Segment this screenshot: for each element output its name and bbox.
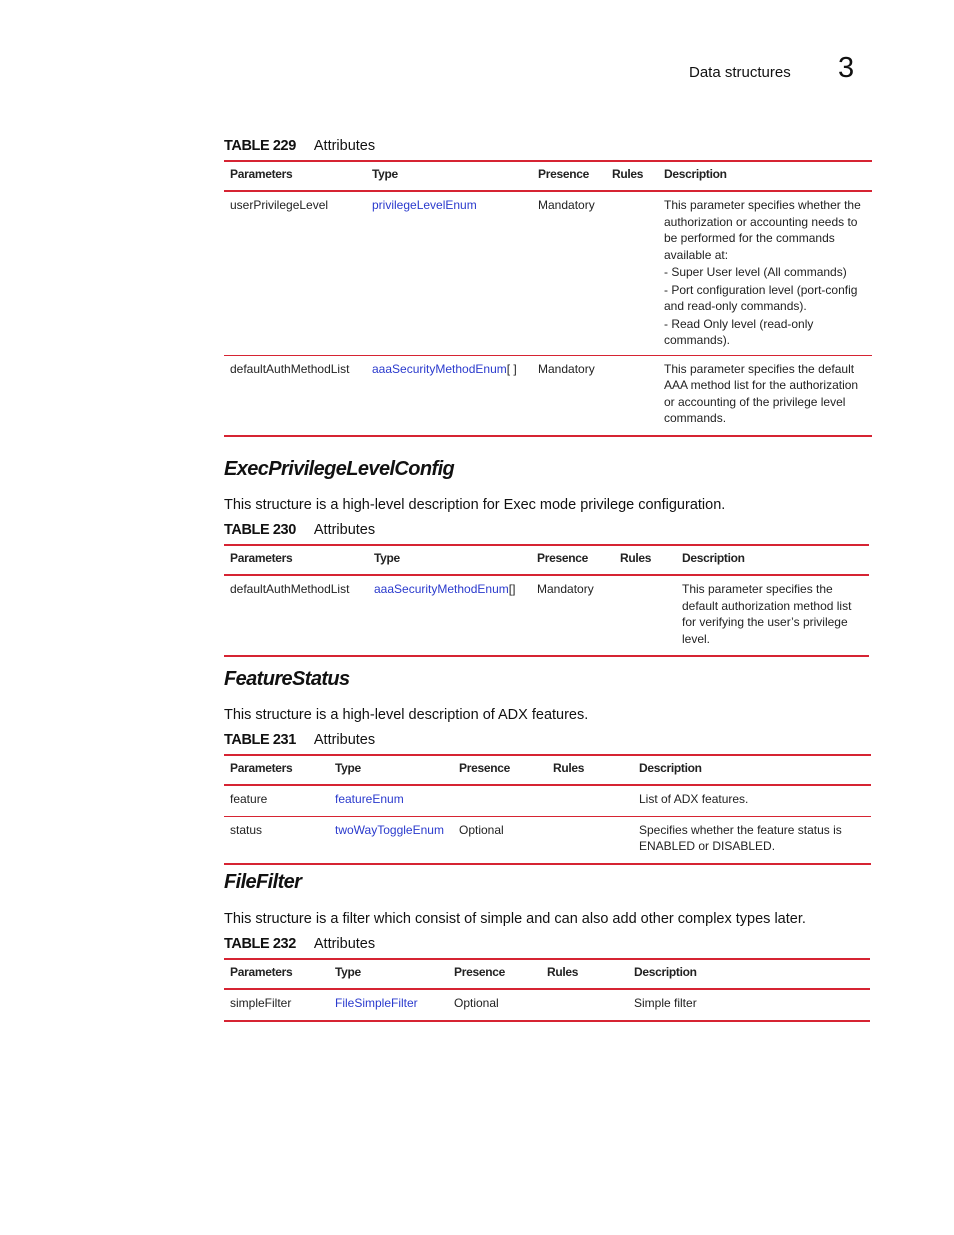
presence-cell: Mandatory — [538, 198, 595, 212]
table-232 — [224, 958, 870, 1022]
type-cell — [366, 191, 532, 355]
table-header-row — [224, 545, 869, 575]
table-row — [224, 989, 870, 1021]
type-link[interactable]: aaaSecurityMethodEnum — [372, 361, 507, 376]
table-number: TABLE 231 — [224, 732, 296, 748]
presence-cell — [453, 785, 547, 816]
section-description: This structure is a high-level description for Exec mode privilege configuration. — [224, 497, 726, 513]
column-header: Type — [372, 167, 398, 181]
presence-cell: Mandatory — [537, 582, 594, 596]
column-header: Type — [335, 965, 361, 979]
description-cell — [658, 191, 872, 355]
table-230 — [224, 544, 869, 657]
type-cell — [329, 816, 453, 864]
section-description: This structure is a filter which consist of simple and can also add other complex types later. — [224, 911, 806, 927]
column-header: Type — [374, 551, 400, 565]
table-row — [224, 816, 871, 864]
type-suffix: [ ] — [506, 361, 517, 376]
table-header-row — [224, 161, 872, 191]
parameter-cell: status — [230, 822, 263, 837]
description-line: - Read Only level (read-only commands). — [664, 316, 814, 347]
column-header: Parameters — [230, 167, 293, 181]
table-number: TABLE 232 — [224, 936, 296, 952]
presence-cell: Mandatory — [538, 361, 595, 376]
rules-cell — [547, 785, 633, 816]
column-header: Description — [664, 167, 727, 181]
column-header: Rules — [620, 551, 652, 565]
column-header: Description — [634, 965, 697, 979]
type-link[interactable]: aaaSecurityMethodEnum — [374, 582, 509, 596]
rules-cell — [606, 355, 658, 436]
description-cell: List of ADX features. — [639, 792, 749, 806]
description-cell — [658, 355, 872, 436]
chapter-number: 3 — [838, 52, 855, 84]
column-header: Parameters — [230, 761, 293, 775]
table-number: TABLE 229 — [224, 138, 296, 154]
type-cell — [368, 575, 531, 656]
parameter-cell: defaultAuthMethodList — [230, 582, 350, 596]
column-header: Presence — [454, 965, 505, 979]
table-row — [224, 575, 869, 656]
parameter-cell: defaultAuthMethodList — [230, 361, 350, 376]
table-229 — [224, 160, 872, 437]
column-header: Description — [639, 761, 702, 775]
column-header: Rules — [553, 761, 585, 775]
description-line: This parameter specifies the default AAA method list for the authorization or accounting of the privilege level commands. — [664, 361, 859, 425]
type-cell — [329, 989, 448, 1021]
table-229-caption — [224, 138, 375, 154]
table-caption-text: Attributes — [313, 522, 376, 538]
table-caption-text: Attributes — [313, 732, 376, 748]
description-line: This parameter specifies whether the authorization or accounting needs to be performed for the commands available at: — [664, 198, 861, 262]
description-cell: Specifies whether the feature status is ENABLED or DISABLED. — [639, 822, 842, 853]
table-row — [224, 355, 872, 436]
table-row — [224, 191, 872, 355]
column-header: Parameters — [230, 965, 293, 979]
column-header: Presence — [459, 761, 510, 775]
table-row — [224, 785, 871, 816]
table-231-caption — [224, 732, 375, 748]
parameter-cell: feature — [230, 792, 268, 806]
description-line: - Port configuration level (port-config and read-only commands). — [664, 282, 858, 313]
table-header-row — [224, 755, 871, 785]
type-cell — [329, 785, 453, 816]
column-header: Rules — [612, 167, 644, 181]
table-caption-text: Attributes — [313, 138, 376, 154]
parameter-cell: simpleFilter — [230, 996, 292, 1010]
parameter-cell: userPrivilegeLevel — [230, 198, 329, 212]
table-caption-text: Attributes — [313, 936, 376, 952]
type-link[interactable]: featureEnum — [335, 792, 404, 806]
table-header-row — [224, 959, 870, 989]
section-title: FeatureStatus — [224, 668, 350, 690]
section-title: ExecPrivilegeLevelConfig — [224, 458, 455, 480]
column-header: Parameters — [230, 551, 293, 565]
type-link[interactable]: FileSimpleFilter — [335, 996, 418, 1010]
rules-cell — [541, 989, 628, 1021]
table-232-caption — [224, 936, 375, 952]
type-suffix: [] — [508, 582, 516, 596]
running-header-section: Data structures — [689, 64, 791, 81]
rules-cell — [547, 816, 633, 864]
column-header: Presence — [537, 551, 588, 565]
column-header: Presence — [538, 167, 589, 181]
rules-cell — [614, 575, 676, 656]
presence-cell: Optional — [459, 822, 504, 837]
rules-cell — [606, 191, 658, 355]
column-header: Type — [335, 761, 361, 775]
type-link[interactable]: twoWayToggleEnum — [335, 822, 444, 837]
description-cell: This parameter specifies the default authorization method list for verifying the user’s privilege level. — [682, 582, 852, 646]
column-header: Description — [682, 551, 745, 565]
section-title: FileFilter — [224, 871, 302, 893]
description-line: - Super User level (All commands) — [664, 265, 847, 279]
column-header: Rules — [547, 965, 579, 979]
type-cell — [366, 355, 532, 436]
type-link[interactable]: privilegeLevelEnum — [372, 198, 477, 212]
table-number: TABLE 230 — [224, 522, 296, 538]
table-231 — [224, 754, 871, 865]
section-description: This structure is a high-level description of ADX features. — [224, 707, 589, 723]
table-230-caption — [224, 522, 375, 538]
description-cell: Simple filter — [634, 996, 697, 1010]
presence-cell: Optional — [454, 996, 499, 1010]
